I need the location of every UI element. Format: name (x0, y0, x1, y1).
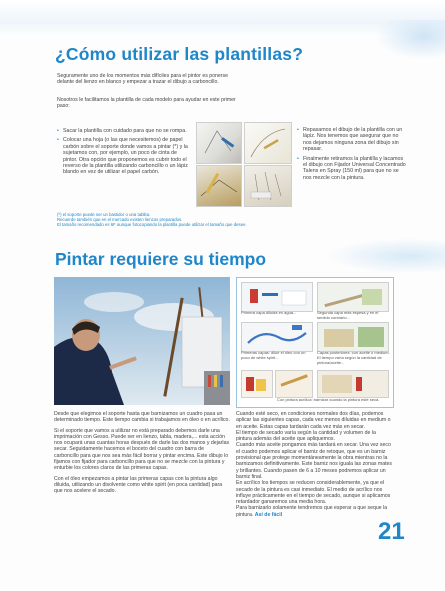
body-paragraph: Cuando más aceite pongamos más tardará en secar. Una vez seco el cuadro podemos aplicar el barniz de retoque, que es un barniz provisional que protege momentáneamente la obra mientras no la barnizamos definitivamente. Este barniz nos iguala las zonas mates y brillantes. Cuando pasen de 6 a 10 meses podremos aplicar un barniz final. (236, 442, 392, 480)
step-item: • Sacar la plantilla con cuidado para que no se rompa. (57, 128, 187, 134)
section1-intro-1: Seguramente uno de los momentos más difíciles para el pintor es ponerse delante del lienzo en blanco y empezar a trazar el dibujo a carboncillo. (57, 73, 228, 86)
body-paragraph: Para barnizarlo solamente tendremos que esperar a que seque la pintura. Así de fácil (236, 505, 388, 518)
step-photo-5 (241, 370, 273, 398)
step-caption-2: Segunda capa más espesa y en el sentido contrario... (317, 311, 379, 320)
section2-body-right (236, 411, 392, 518)
section2-body-left (54, 411, 230, 499)
section1-steps-right (297, 127, 407, 184)
step-photo-1 (241, 282, 313, 312)
step-item: • Repasamos el dibujo de la plantilla con un lápiz. Nos tenemos que asegurar que no nos dejamos ninguna zona del dibujo sin repasar. (297, 127, 403, 153)
step-caption-4: Capas posteriores: con aceite o medium. El tiempo varía según la cantidad de pintura/aceite... (317, 351, 390, 365)
step-item: • Finalmente retiramos la plantilla y lacamos el dibujo con Fijador Universal Concentrado Talens en Spray (150 ml) para que no se nos mezcle con la pintura. (297, 155, 406, 181)
mid-watercolor-wash (325, 238, 445, 274)
conclusion-link: Así de fácil (254, 511, 283, 518)
template-photo-4 (244, 165, 292, 207)
body-paragraph: Cuando esté seco, en condiciones normales dos días, podemos aplicar las siguientes capas, cada vez menos diluidas en medium o en aceite. Estas capas tardarán cada vez más en secar. (236, 411, 391, 430)
body-paragraph: El tiempo de secado varía según la cantidad y volumen de la pintura además del aceite que apliquemos. (236, 429, 376, 443)
bullet-icon: • (57, 137, 59, 144)
section1-title: ¿Cómo utilizar las plantillas? (55, 44, 304, 64)
note-line: El tamaño recomendado es 6F aunque fotocopiando la plantilla puede utilizar el tamaño que desee. (57, 222, 247, 228)
step-photo-6 (275, 370, 313, 398)
section1-notes (57, 212, 337, 228)
step-photo-3 (241, 322, 313, 352)
step-caption-1: Primera capa diluida en agua... (241, 311, 297, 315)
step-photo-2 (317, 282, 389, 312)
bullet-icon: • (57, 128, 59, 134)
body-paragraph: Desde que elegimos el soporte hasta que barnizamos un cuadro pasa un determinado tiempo. Este tiempo cambia si trabajamos en óleo o en acrílico. (54, 411, 230, 424)
body-paragraph: Si el soporte que vamos a utilizar no está preparado debemos darle una imprimación con Gesso. Puede ser en lienzo, tabla, madera,... esta acción nos ocupará unas cuantas horas después de darle las dos manos y dejarlas secar. Seguidamente hacemos el boceto del cuadro con barra de carboncillo para que nos sea más fácil borrar y pintar encima. Este dibujo lo fijamos con fijador para carboncillo para que no se mezcle con la pintura y enturbie los colores claros de las primeras capas. (54, 427, 230, 472)
step-caption-3: Primeras capas: diluir el óleo con un poco de white spirit... (241, 351, 306, 360)
step-photo-7 (317, 370, 389, 398)
template-photo-1 (196, 122, 242, 164)
bullet-icon: • (297, 127, 299, 133)
bullet-icon: • (297, 155, 299, 162)
template-photo-3 (196, 165, 242, 207)
right-watercolor-wash (375, 20, 445, 60)
template-photo-2 (244, 122, 292, 164)
body-paragraph: En acrílico los tiempos se reducen considerablemente, ya que el secado de la pintura es casi inmediato. El medio de acrílico nos influye prácticamente en el tiempo de secado, aunque si aplicamos retardador ganaremos una media hora. (236, 480, 391, 506)
body-paragraph: Con el óleo empezamos a pintar las primeras capas con la pintura algo diluida, utilizando un disolvente como white spirit (en poca cantidad) para que nos acelere el secado. (54, 475, 223, 495)
painter-photo (54, 277, 230, 405)
note-line: Recuerde también que en el mercado existen lienzos preparados. (57, 217, 183, 223)
step-item: • Colocar una hoja (o las que necesitemos) de papel carbón sobre el soporte donde vamos a pintar (*) y la sujetamos con, por ejemplo, un poco de cinta de pintor. Otra opción que proponemos es cubrir todo el reverso de la plantilla utilizando carboncillo o un lápiz blando en vez de utilizar el papel carbón. (57, 137, 188, 176)
section1-steps-left (57, 128, 190, 179)
note-line: (*) el soporte puede ser un bastidor o una tablita. (57, 212, 151, 217)
page-number: 21 (378, 518, 405, 545)
drying-steps-panel (236, 277, 394, 408)
step-caption-5: Con pintura acrílica: barnizar cuando la pintura esté seca. (277, 398, 380, 402)
section1-intro-2: Nosotros le facilitamos la plantilla de cada modelo para ayudar en este primer paso: (57, 97, 236, 110)
section2-title: Pintar requiere su tiempo (55, 249, 267, 269)
step-photo-4 (317, 322, 389, 352)
